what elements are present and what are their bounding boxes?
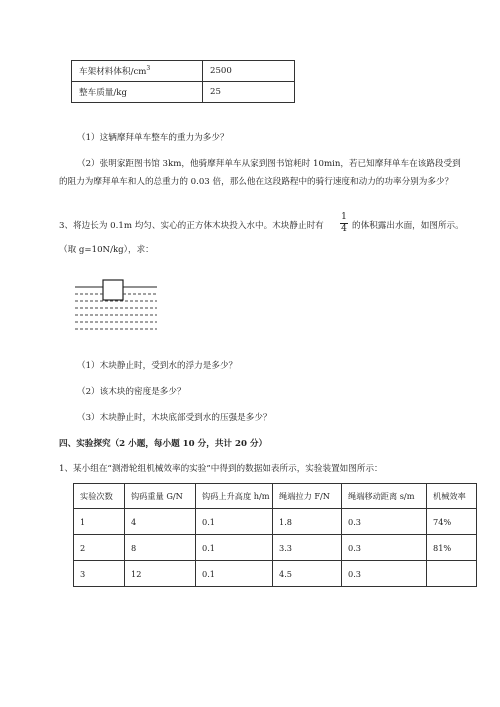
- fraction-numerator: 1: [341, 212, 347, 222]
- question-text: （2）张明家距图书馆 3km，他骑摩拜单车从家到图书馆耗时 10min，若已知摩拜单车在该路段受到: [77, 159, 461, 169]
- table-header-cell: 机械效率: [427, 484, 477, 509]
- table-cell: 整车质量/kg: [72, 82, 203, 103]
- fraction: [339, 212, 349, 235]
- table-cell: 74%: [427, 509, 477, 535]
- table-cell: 8: [125, 535, 196, 561]
- table-row: [74, 561, 477, 587]
- table-header-cell: 钩码重量 G/N: [125, 484, 196, 509]
- question-stem: 的体积露出水面，如图所示。: [352, 221, 464, 231]
- table-cell: 12: [125, 561, 196, 587]
- question-text: （3）木块静止时，木块底部受到水的压强是多少？: [77, 413, 272, 423]
- question-text: （2）该木块的密度是多少？: [77, 387, 186, 397]
- table-cell: 81%: [427, 535, 477, 561]
- table-row: [74, 535, 477, 561]
- table-cell: 4.5: [273, 561, 342, 587]
- table-cell: 0.1: [196, 561, 273, 587]
- wood-block: [103, 280, 123, 300]
- table-cell: 车架材料体积$/cm^3$: [72, 61, 203, 82]
- table-cell: 0.3: [342, 509, 427, 535]
- table-cell: [427, 561, 477, 587]
- table-cell: 2: [74, 535, 125, 561]
- table-cell: 4: [125, 509, 196, 535]
- table-cell: 3.3: [273, 535, 342, 561]
- table-row: [72, 82, 295, 103]
- table-cell: 3: [74, 561, 125, 587]
- table-header-cell: 钩码上升高度 h/m: [196, 484, 273, 509]
- table-cell: 25: [203, 82, 295, 103]
- table-row: [74, 509, 477, 535]
- bike-spec-table: [71, 60, 295, 103]
- question-stem: 1、某小组在“测滑轮组机械效率的实验”中得到的数据如表所示，实验装置如图所示：: [59, 464, 383, 474]
- table-row: [72, 61, 295, 82]
- table-cell: 0.3: [342, 561, 427, 587]
- floating-block-figure: [75, 279, 160, 335]
- question-stem: 3、将边长为 0.1m 均匀、实心的正方体木块投入水中。木块静止时有: [59, 221, 324, 231]
- table-cell: 0.3: [342, 535, 427, 561]
- table-cell: 0.1: [196, 509, 273, 535]
- pulley-data-table: [73, 483, 477, 587]
- question-text: 的阻力为摩拜单车和人的总重力的 0.03 倍，那么他在这段路程中的骑行速度和动力的功率分别为多少？: [59, 177, 454, 187]
- fraction-denominator: 4: [341, 224, 347, 234]
- section-title: 四、实验探究（2 小题，每小题 10 分，共计 20 分）: [59, 439, 268, 449]
- question-given: （取 g=10N/kg），求：: [59, 245, 154, 255]
- table-header-row: [74, 484, 477, 509]
- table-cell: 1.8: [273, 509, 342, 535]
- table-cell: 0.1: [196, 535, 273, 561]
- question-text: （1）这辆摩拜单车整车的重力为多少？: [77, 133, 229, 143]
- table-header-cell: 绳端拉力 F/N: [273, 484, 342, 509]
- table-header-cell: 实验次数: [74, 484, 125, 509]
- table-header-cell: 绳端移动距离 s/m: [342, 484, 427, 509]
- table-cell: 2500: [203, 61, 295, 82]
- table-cell: 1: [74, 509, 125, 535]
- question-text: （1）木块静止时，受到水的浮力是多少？: [77, 361, 238, 371]
